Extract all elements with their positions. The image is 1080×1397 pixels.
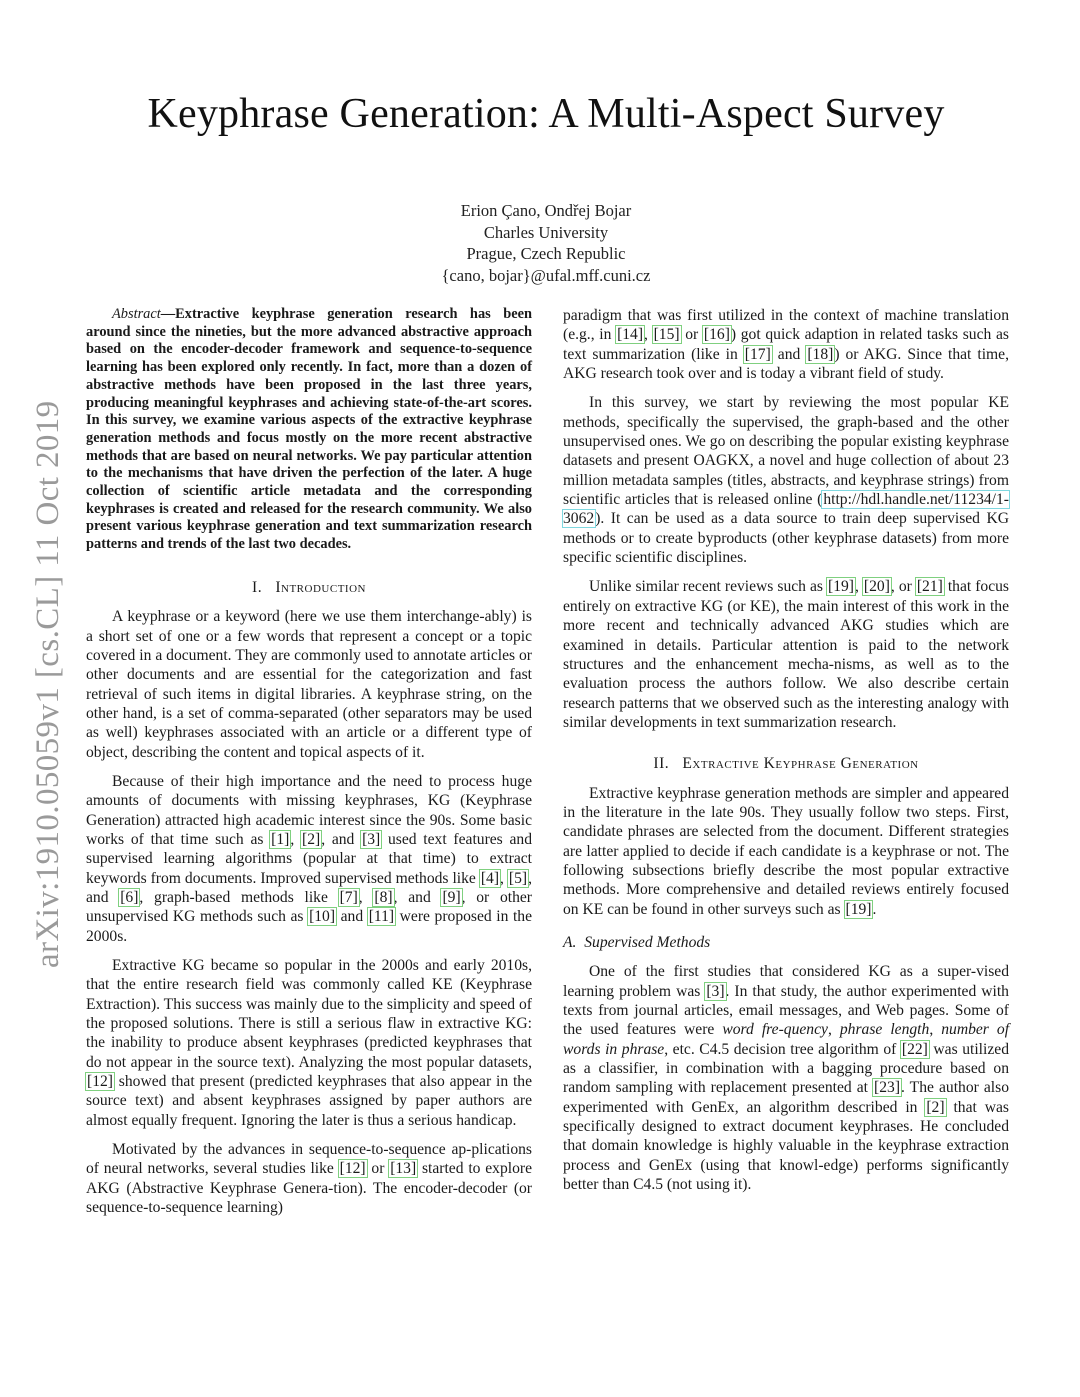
author-email: {cano, bojar}@ufal.mff.cuni.cz <box>441 265 651 285</box>
author-location: Prague, Czech Republic <box>466 244 626 264</box>
citation-link[interactable]: [12] <box>87 1073 113 1091</box>
citation-link[interactable]: [13] <box>390 1160 417 1178</box>
citation-link[interactable]: [2] <box>926 1098 945 1116</box>
paper-title: Keyphrase Generation: A Multi-Aspect Survey <box>147 91 945 137</box>
intro-paragraph-4-continued: paradigm that was first utilized in the context of machine translation (e.g., in [14], [15] or [16]) got quick adaption in related tasks such as text summarization (like in [17] and [18]) or AKG. Since that time, AKG research took over and is today a vibrant field of study. <box>563 307 1010 383</box>
citation-link[interactable]: [18] <box>807 345 834 363</box>
section-heading-extractive <box>563 754 1009 773</box>
section-number: II. <box>653 755 670 773</box>
citation-link[interactable]: [7] <box>339 889 358 906</box>
citation-link[interactable]: [10] <box>309 908 336 926</box>
citation-link[interactable]: [1] <box>271 830 290 848</box>
abstract-label: Abstract <box>112 306 161 322</box>
citation-link[interactable]: [20] <box>863 578 890 596</box>
arxiv-stamp: arXiv:1910.05059v1 [cs.CL] 11 Oct 2019 <box>30 400 66 968</box>
section-number: I. <box>252 578 263 596</box>
citation-link[interactable]: [3] <box>362 830 381 848</box>
intro-paragraph-6: Unlike similar recent reviews such as [19], [20], or [21] that focus entirely on extractive KG (or KE), the main interest of this work in the more recent and technically advanced AKG studies which are examined in details. Particular attention is paid to the network structures and the enhancement mecha-nisms, as well as to the evaluation process the authors follow. We also describe certain research patterns that we observed such as the interesting analogy with similar developments in text summarization research. <box>563 578 1010 731</box>
subsection-number: A. <box>563 933 577 951</box>
feature-term: word fre-quency <box>722 1021 828 1039</box>
author-affiliation: Charles University <box>483 222 609 242</box>
citation-link[interactable]: [15] <box>653 326 680 344</box>
citation-link[interactable]: [17] <box>744 345 771 363</box>
author-names: Erion Çano, Ondřej Bojar <box>460 201 632 220</box>
subsection-title: Supervised Methods <box>584 933 711 951</box>
feature-term: phrase length <box>839 1021 930 1039</box>
citation-link[interactable]: [19] <box>845 900 872 918</box>
intro-paragraph-4: Motivated by the advances in sequence-to-sequence ap-plications of neural networks, several studies like [12] or [13] started to explore AKG (Abstractive Keyphrase Genera-tion). The encoder-decoder (or sequence-to-sequence learning) <box>86 1141 532 1217</box>
intro-paragraph-5: In this survey, we start by reviewing the most popular KE methods, specifically the supervised, the graph-based and the other unsupervised ones. We go on describing the popular existing keyphrase datasets and present OAGKX, a novel and huge collection of about 23 million metadata samples (titles, abstracts, and keyphrase strings) from scientific articles that is released online (http://hdl.handle.net/11234/1-3062). It can be used as a data source to train deep supervised KG methods or to create byproducts (other keyphrase datasets) from more specific scientific disciplines. <box>563 394 1009 567</box>
left-column <box>86 306 532 1228</box>
citation-link[interactable]: [9] <box>442 889 461 906</box>
citation-link[interactable]: [6] <box>120 889 139 906</box>
citation-link[interactable]: [23] <box>874 1079 901 1097</box>
supervised-paragraph-1: One of the first studies that considered KG as a super-vised learning problem was [3]. In that study, the author experimented with texts from journal articles, email messages, and Web pages. Some of the used features were word fre-quency, phrase length, number of words in phrase, etc. C4.5 decision tree algorithm of [22] was utilized as a classifier, in combination with a bagging procedure based on random sampling with replacement presented at [23]. The author also experimented with GenEx, an algorithm described in [2] that was specifically designed to extract document keyphrases. He concluded that domain knowledge is highly valuable in the keyphrase extraction process and GenEx (using that knowl-edge) performs significantly better than C4.5 (not using it). <box>563 963 1010 1194</box>
citation-link[interactable]: [4] <box>480 869 500 887</box>
citation-link[interactable]: [2] <box>302 830 321 848</box>
citation-link[interactable]: [14] <box>617 326 644 344</box>
abstract <box>86 306 532 554</box>
feature-term: number of words in phrase <box>563 1021 1010 1058</box>
subsection-heading-supervised <box>563 933 1009 952</box>
citation-link[interactable]: [8] <box>374 889 393 906</box>
citation-link[interactable]: [21] <box>916 578 943 596</box>
citation-link[interactable]: [12] <box>339 1160 366 1178</box>
citation-link[interactable]: [19] <box>828 578 854 596</box>
citation-link[interactable]: [22] <box>901 1040 928 1058</box>
intro-paragraph-1: A keyphrase or a keyword (here we use them interchange-ably) is a short set of one or a few words that represent a concept or a topic covered in a document. They are commonly used to annotate articles or other documents and are essential for the categorization and fast retrieval of such items in digital libraries. A keyphrase string, on the other hand, is a set of comma-separated (other separators may be used as well) keyphrases associated with an article or a different type of object, describing the content and topical aspects of it. <box>86 608 532 761</box>
extractive-paragraph-1: Extractive keyphrase generation methods are simpler and appeared in the literature in the late 90s. They usually follow two steps. First, candidate phrases are selected from the document. Different strategies are latter applied to decide if each candidate is a keyphrase or not. The following subsections briefly describe the most popular extractive methods. More comprehensive and detailed reviews entirely focused on KE can be found in other surveys such as [19]. <box>563 784 1009 918</box>
right-column <box>563 306 1009 1204</box>
citation-link[interactable]: [11] <box>368 908 395 926</box>
abstract-text: —Extractive keyphrase generation research has been around since the nineties, but the more advanced abstractive approach based on the encoder-decoder framework and sequence-to-sequence learning has been explored only recently. In fact, more than a dozen of abstractive methods have been proposed in the last three years, producing meaningful keyphrases and achieving state-of-the-art scores. In this survey, we examine various aspects of the extractive keyphrase generation methods and focus mostly on the more recent abstractive methods that are based on neural networks. We pay particular attention to the mechanisms that have driven the perfection of the later. A huge collection of scientific article metadata and the corresponding keyphrases is created and released for the research community. We also present various keyphrase generation and text summarization research patterns and trends of the last two decades. <box>86 306 532 553</box>
citation-link[interactable]: [3] <box>706 982 725 1000</box>
intro-paragraph-2: Because of their high importance and the need to process huge amounts of documents with missing keyphrases, KG (Keyphrase Generation) attracted high academic interest since the 90s. Some basic works of that time such as [1], [2], and [3] used text features and supervised learning algorithms (popular at that time) to extract keywords from documents. Improved supervised methods like [4], [5], and [6], graph-based methods like [7], [8], and [9], or other unsupervised KG methods such as [10] and [11] were proposed in the 2000s. <box>86 772 533 945</box>
intro-paragraph-3: Extractive KG became so popular in the 2000s and early 2010s, that the entire research field was commonly called KE (Keyphrase Extraction). This success was mainly due to the simplicity and speed of the proposed solutions. There is still a serious flaw in extractive KG: the inability to produce absent keyphrases (predicted keyphrases that do not appear in the source text). Analyzing the most popular datasets, [12] showed that present (predicted keyphrases that also appear in the source text) and absent keyphrases assigned by paper authors are almost equally frequent. Ignoring the later is thus a serious handicap. <box>86 957 532 1129</box>
citation-link[interactable]: [5] <box>508 869 528 887</box>
author-block <box>0 200 1080 286</box>
section-title: Introduction <box>275 578 366 596</box>
section-heading-introduction <box>86 578 532 597</box>
citation-link[interactable]: [16] <box>703 326 730 344</box>
dataset-url-link[interactable]: http://hdl.handle.net/11234/1-3062 <box>563 491 1009 528</box>
section-title: Extractive Keyphrase Generation <box>682 755 919 773</box>
